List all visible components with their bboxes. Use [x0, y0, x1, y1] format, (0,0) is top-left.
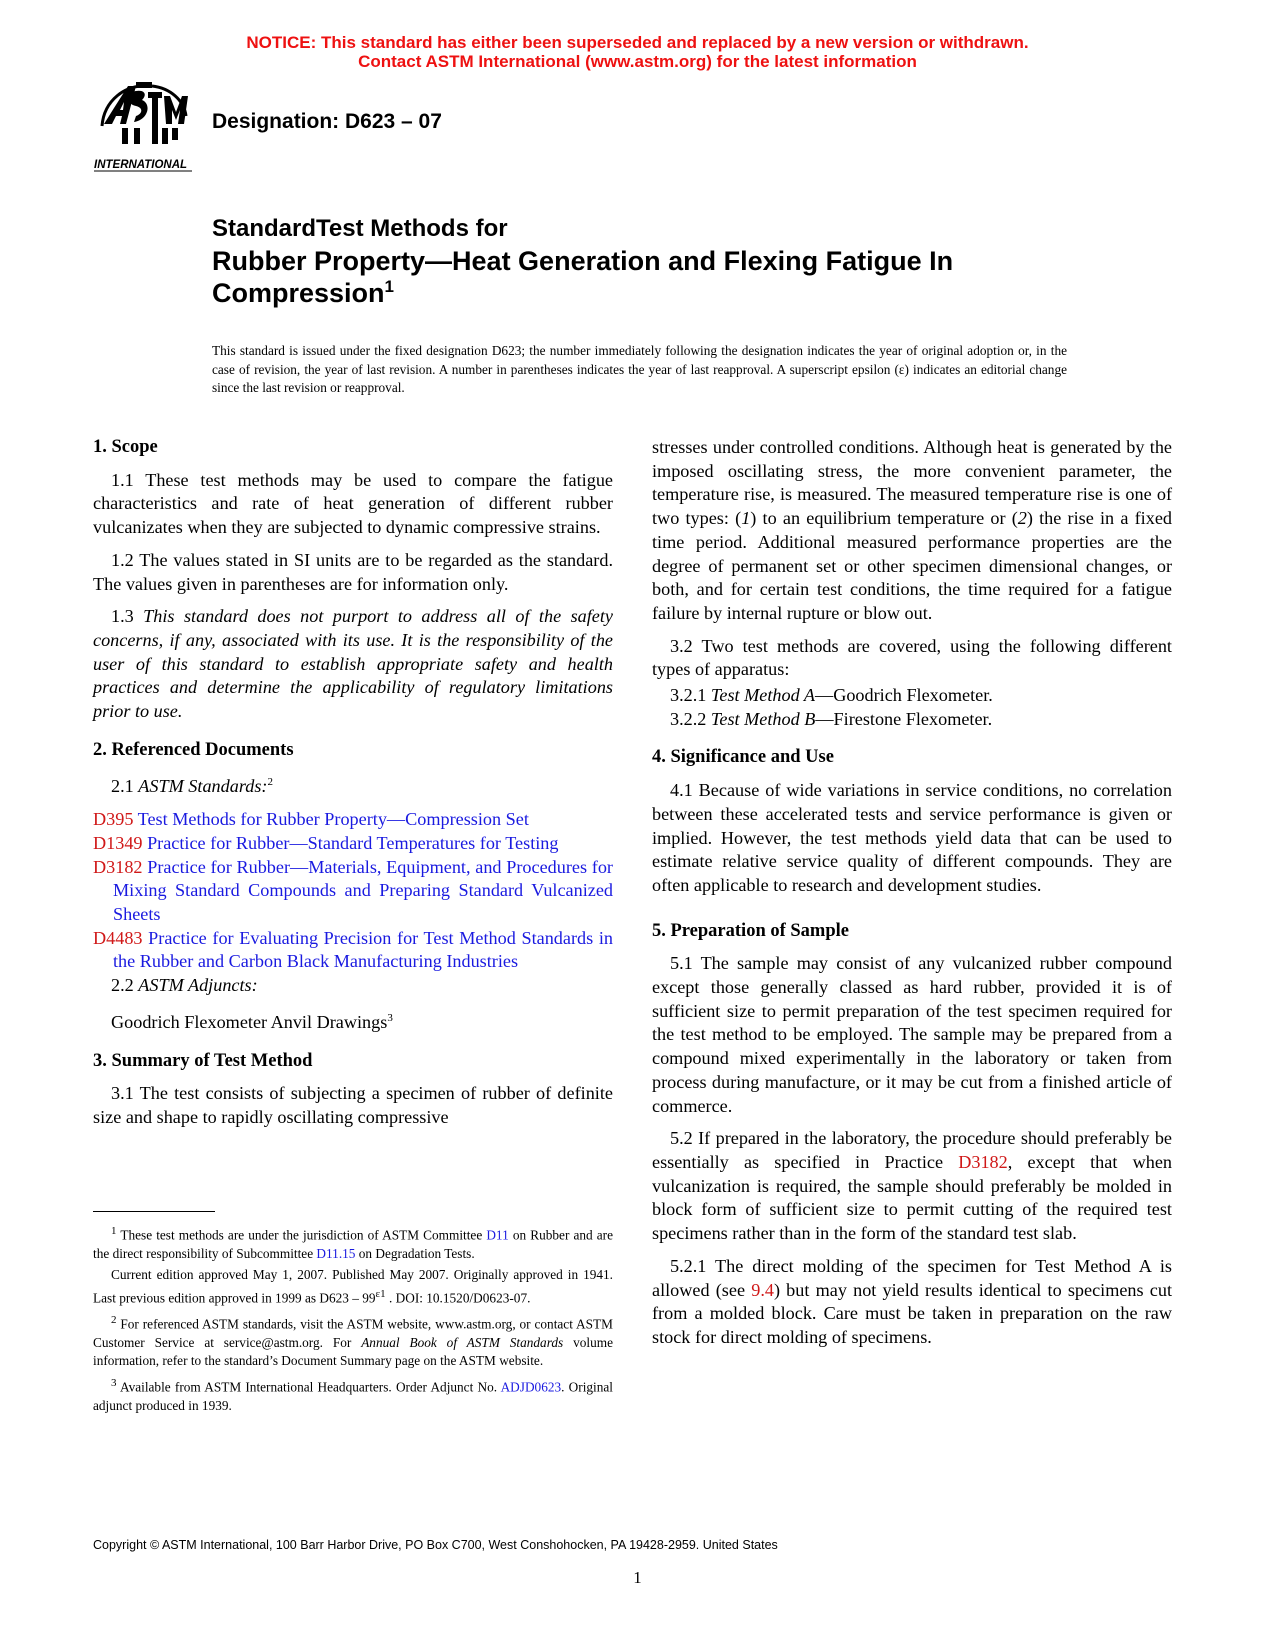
title-line-3: Compression [212, 278, 385, 308]
para-2-2 [93, 974, 613, 998]
para-2-2-number: 2.2 [111, 975, 139, 996]
astm-international-logo-icon [92, 78, 194, 176]
section-1-heading: 1. Scope [93, 437, 158, 457]
link-d3182[interactable]: D3182 [958, 1151, 1008, 1172]
footnote-1: $^1$ These test methods are under the jurisdiction of ASTM Committee D11 on Rubber and are the direct responsibility of Subcommittee D11.15 on Degradation Tests. [93, 1225, 614, 1261]
reference-code[interactable]: D1349 [93, 832, 143, 853]
para-2-1 [93, 771, 613, 799]
footnote-mark-2[interactable]: 2 [267, 776, 273, 789]
adjunct-item [93, 1007, 613, 1035]
page-number: 1 [633, 1568, 642, 1587]
title-line-1: StandardTest Methods for [212, 215, 508, 242]
title-footnote-mark[interactable]: 1 [384, 277, 395, 296]
footnote-divider [93, 1211, 215, 1212]
link-committee-d11[interactable]: D11 [486, 1227, 509, 1243]
reference-d4483[interactable] [93, 927, 613, 974]
document-title [212, 213, 1112, 309]
para-5-2: 5.2 If prepared in the laboratory, the procedure should preferably be essentially as specified in Practice D3182, except that when vulcanization is required, the sample should preferably be molded in block form of sufficient size to permit cutting of the required test specimens rather than in the form of the standard test slab. [652, 1128, 1172, 1244]
footnote-3: $^3$ Available from ASTM International Headquarters. Order Adjunct No. ADJD0623. Original adjunct produced in 1939. [93, 1376, 613, 1413]
reference-code[interactable]: D3182 [93, 856, 143, 877]
para-3-1: 3.1 The test consists of subjecting a specimen of rubber of definite size and shape to rapidly oscillating compressive [93, 1083, 613, 1127]
notice-line-1: NOTICE: This standard has either been superseded and replaced by a new version or withdrawn. [246, 33, 1029, 52]
test-method-a-label: Test Method A [710, 685, 816, 706]
para-1-3-text: This standard does not purport to address all of the safety concerns, if any, associated with its use. It is the responsibility of the user of this standard to establish appropriate safety and health practices and determine the applicability of regulatory limitations prior to use. [93, 606, 613, 722]
reference-title[interactable]: Practice for Rubber—Materials, Equipment, and Procedures for Mixing Standard Compounds and Preparing Standard Vulcanized Sheets [113, 856, 613, 925]
section-5-heading: 5. Preparation of Sample [652, 920, 849, 941]
reference-title[interactable]: Test Methods for Rubber Property—Compression Set [137, 809, 529, 830]
para-3-2-1: 3.2.1 Test Method A—Goodrich Flexometer. [670, 685, 993, 706]
adjunct-text: Goodrich Flexometer Anvil Drawings [111, 1011, 388, 1032]
copyright-notice: Copyright © ASTM International, 100 Barr Harbor Drive, PO Box C700, West Conshohocken, PA 19428-2959. United States [93, 1538, 778, 1552]
issued-note: This standard is issued under the fixed designation D623; the number immediately following the designation indicates the year of original adoption or, in the case of revision, the year of last revision. A number in parentheses indicates the year of last reapproval. A superscript epsilon (ε) indicates an editorial change since the last revision or reapproval. [212, 343, 1067, 395]
section-4-heading: 4. Significance and Use [652, 747, 834, 768]
logo-text: INTERNATIONAL [94, 159, 188, 171]
link-section-9-4[interactable]: 9.4 [751, 1279, 774, 1300]
astm-standards-label: ASTM Standards: [138, 776, 268, 797]
footnote-mark-3[interactable]: 3 [387, 1011, 393, 1024]
reference-title[interactable]: Practice for Rubber—Standard Temperatures for Testing [147, 832, 559, 853]
footnote-1-edition: Current edition approved May 1, 2007. Published May 2007. Originally approved in 1941. Last previous edition approved in 1999 as $D623 - 99^{\varepsilon 1}$ . DOI: 10.1520/D0623-07. [93, 1267, 613, 1306]
footnote-2: $^2$ For referenced ASTM standards, visit the ASTM website, www.astm.org, or contact ASTM Customer Service at service@astm.org. For Annual Book of ASTM Standards volume information, refer to the standard’s Document Summary page on the ASTM website. [93, 1313, 613, 1369]
title-line-2: Rubber Property—Heat Generation and Flexing Fatigue In [212, 246, 954, 276]
para-1-2: 1.2 The values stated in SI units are to be regarded as the standard. The values given in parentheses are for information only. [93, 549, 613, 594]
left-column [93, 436, 613, 1130]
reference-code[interactable]: D395 [93, 809, 134, 830]
link-adjunct-adjd0623[interactable]: ADJD0623 [500, 1379, 562, 1395]
reference-title[interactable]: Practice for Evaluating Precision for Test Method Standards in the Rubber and Carbon Black Manufacturing Industries [113, 927, 613, 972]
test-method-b-label: Test Method B [710, 708, 816, 729]
para-4-1: 4.1 Because of wide variations in service conditions, no correlation between these accelerated tests and service performance is given or implied. However, the test methods yield data that can be used to estimate relative service quality of different compounds. They are often applicable to research and development studies. [652, 780, 1172, 895]
para-3-2-2: 3.2.2 Test Method B—Firestone Flexometer. [670, 708, 993, 729]
para-2-1-number: 2.1 [111, 776, 139, 797]
section-3-heading: 3. Summary of Test Method [93, 1050, 313, 1071]
reference-code[interactable]: D4483 [93, 927, 143, 948]
reference-d395[interactable] [93, 808, 613, 832]
para-3-1-continued: stresses under controlled conditions. Although heat is generated by the imposed oscillating stress, the more convenient parameter, the temperature rise, is measured. The measured temperature rise is one of two types: (1) to an equilibrium temperature or (2) the rise in a fixed time period. Additional measured performance properties are the degree of permanent set or other specimen dimensional changes, or both, and for certain test conditions, the time required for a fatigue failure by internal rupture or blow out. [652, 437, 1172, 623]
notice-line-2: Contact ASTM International (www.astm.org) for the latest information [358, 52, 917, 71]
designation: Designation: D623 – 07 [212, 110, 442, 133]
section-2-heading: 2. Referenced Documents [93, 739, 294, 760]
astm-adjuncts-label: ASTM Adjuncts: [138, 975, 258, 996]
para-5-1: 5.1 The sample may consist of any vulcanized rubber compound except those generally classed as hard rubber, provided it is of sufficient size to permit preparation of the test specimen required for the test method to be employed. The sample may be prepared from a compound mixed experimentally in the laboratory or taken from process during manufacture, or it may be cut from a finished article of commerce. [652, 953, 1172, 1116]
reference-d1349[interactable] [93, 832, 613, 856]
footnotes [93, 1222, 613, 1418]
para-1-1: 1.1 These test methods may be used to compare the fatigue characteristics and rate of heat generation of different rubber vulcanizates when they are subjected to dynamic compressive strains. [93, 469, 613, 538]
reference-d3182[interactable] [93, 856, 613, 927]
para-1-3-number: 1.3 [111, 606, 144, 627]
link-subcommittee-d11-15[interactable]: D11.15 [316, 1245, 356, 1261]
para-3-2: 3.2 Two test methods are covered, using the following different types of apparatus: [652, 635, 1172, 680]
para-5-2-1: 5.2.1 The direct molding of the specimen for Test Method A is allowed (see 9.4) but may not yield results identical to specimens cut from a molded block. Care must be taken in preparation on the raw stock for direct molding of specimens. [652, 1255, 1172, 1347]
para-1-3 [93, 605, 613, 724]
notice-banner [0, 33, 1275, 71]
right-column [652, 436, 1172, 1359]
